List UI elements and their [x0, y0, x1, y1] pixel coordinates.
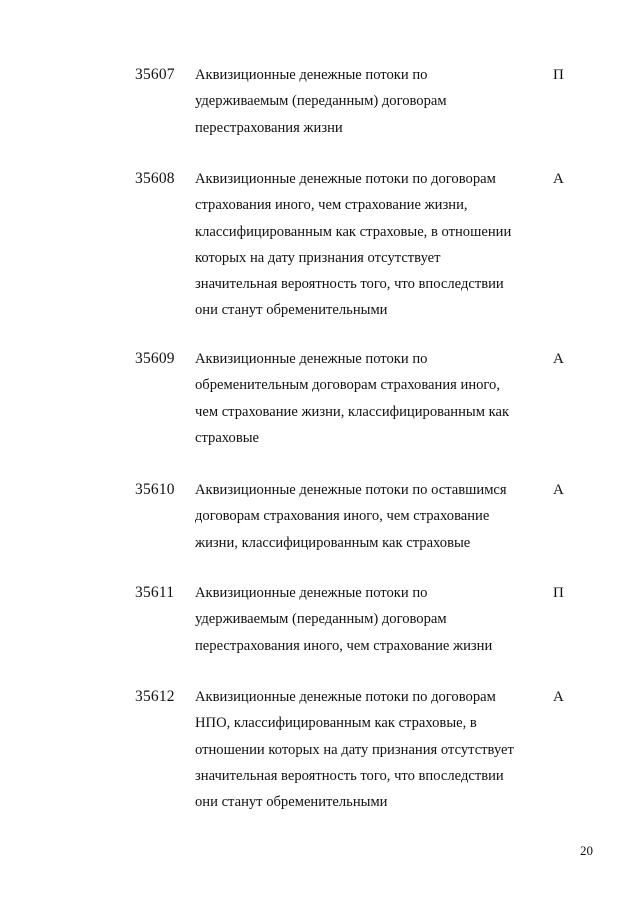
- description-line: они станут обременительными: [195, 794, 388, 811]
- description-line: перестрахования иного, чем страхование жизни: [195, 637, 493, 654]
- description-line: значительная вероятность того, что впоследствии: [195, 767, 504, 784]
- description-line: перестрахования жизни: [195, 119, 343, 136]
- description-line: НПО, классифицированным как страховые, в: [195, 715, 477, 732]
- account-code: 35609: [135, 350, 175, 367]
- description-line: удерживаемым (переданным) договорам: [195, 611, 447, 628]
- account-code: 35612: [135, 688, 175, 705]
- account-description: [195, 166, 535, 324]
- description-line: договорам страхования иного, чем страхование: [195, 508, 490, 525]
- account-code: 35607: [135, 66, 175, 83]
- description-line: отношении которых на дату признания отсутствует: [195, 741, 514, 758]
- account-type: А: [553, 171, 564, 187]
- description-line: обременительным договорам страхования иного,: [195, 377, 500, 394]
- page-number: 20: [580, 843, 593, 858]
- description-line: Аквизиционные денежные потоки по оставшимся: [195, 482, 507, 498]
- account-description: [195, 477, 535, 556]
- account-description: [195, 684, 535, 815]
- description-line: страхования иного, чем страхование жизни,: [195, 197, 468, 214]
- account-type: А: [553, 482, 564, 498]
- description-line: они станут обременительными: [195, 302, 388, 319]
- account-code: 35608: [135, 170, 175, 187]
- description-line: жизни, классифицированным как страховые: [195, 534, 471, 551]
- description-line: чем страхование жизни, классифицированным как: [195, 403, 510, 420]
- account-type: А: [553, 689, 564, 705]
- description-line: Аквизиционные денежные потоки по: [195, 351, 428, 367]
- description-line: удерживаемым (переданным) договорам: [195, 93, 447, 110]
- description-line: Аквизиционные денежные потоки по: [195, 67, 428, 83]
- description-line: страховые: [195, 429, 260, 446]
- account-type: П: [553, 585, 564, 601]
- description-line: Аквизиционные денежные потоки по: [195, 585, 428, 601]
- account-type: П: [553, 67, 564, 83]
- account-description: [195, 346, 535, 451]
- description-line: Аквизиционные денежные потоки по договорам: [195, 171, 496, 187]
- account-description: [195, 580, 535, 659]
- description-line: Аквизиционные денежные потоки по договорам: [195, 689, 496, 705]
- account-code: 35611: [135, 584, 175, 601]
- account-type: А: [553, 351, 564, 367]
- description-line: значительная вероятность того, что впоследствии: [195, 276, 504, 293]
- account-description: [195, 62, 535, 141]
- account-code: 35610: [135, 481, 175, 498]
- description-line: классифицированным как страховые, в отношении: [195, 223, 512, 240]
- description-line: которых на дату признания отсутствует: [195, 249, 441, 266]
